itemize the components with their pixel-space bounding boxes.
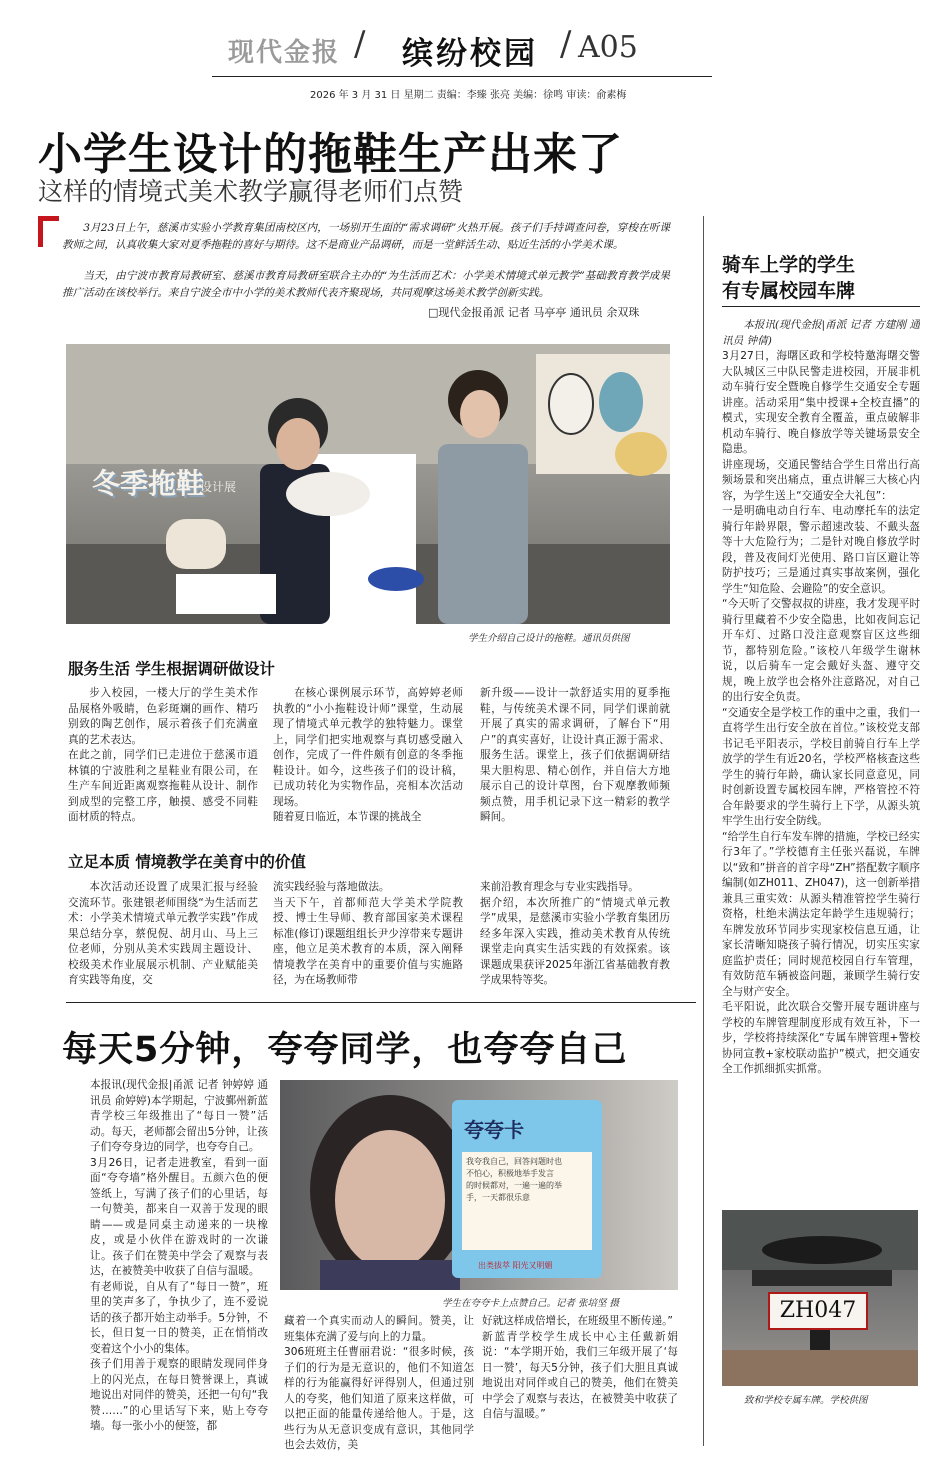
side-headline-rule (722, 306, 920, 307)
section2-column-3: 来前沿教育理念与专业实践指导。 据介绍，本次所推广的“情境式单元教学”成果，是慈溪市实验小学教育集团历经多年深入实践，推动美术教育从传统课堂走向真实生活实践的有效探索。该课题成果获评2025年浙江省基础教育教学成果特等奖。 (480, 881, 670, 986)
side-headline-line-1: 骑车上学的学生 (722, 254, 856, 276)
dateline: 2026 年 3 月 31 日 星期二 责编：李臻 张亮 美编：徐鸣 审读：俞素梅 (310, 90, 627, 101)
praise-card-title: 夸夸卡 (464, 1118, 524, 1142)
story-divider (66, 1002, 696, 1003)
card-line: 手，一天都很乐意 (466, 1193, 530, 1202)
second-story-column-1: 本报讯(现代金报|甬派 记者 钟婷婷 通讯员 俞婷婷)本学期起，宁波鄞州新蓝青学校三年级推出了“每日一赞”活动。每天，老师都会留出5分钟，让孩子们夸夸身边的同学，也夸夸自己。 3月26日，记者走进教室，看到一面面“夸夸墙”格外醒目。五颜六色的便签纸上，写满了孩子们的心里话，每一句赞美，都来自一双善于发现的眼睛——或是同桌主动递来的一块橡皮，或是小伙伴在游戏时的一次谦让。孩子们在赞美中学会了观察与表达，在被赞美中收获了自信与温暖。 有老师说，自从有了“每日一赞”，班里的笑声多了，争执少了，连不爱说话的孩子都开始主动举手。5分钟，不长，但日复一日的赞美，正在悄悄改变着这个小小的集体。 孩子们用善于观察的眼睛发现同伴身上的闪光点，在每日赞誉课上，真诚地说出对同伴的赞美，还把一句句“我赞……”的心里话写下来，贴上夸夸墙。每一张小小的便签，都 (90, 1079, 268, 1432)
section1-column-1: 步入校园，一楼大厅的学生美术作品展格外吸睛，色彩斑斓的画作、精巧别致的陶艺创作，展示着孩子们充满童真的艺术表达。 在此之前，同学们已走进位于慈溪市逍林镇的宁波胜利之星鞋业有限公司，在生产车间近距离观察拖鞋从设计、制作到成型的完整工序，触摸、感受不同鞋面材质的特点。 (68, 687, 258, 823)
praise-card-body (462, 1152, 592, 1250)
card-line: 我夸我自己，回答问题时也 (466, 1157, 562, 1166)
side-byline: 本报讯(现代金报|甬派 记者 方建刚 通讯员 钟倩) (722, 319, 920, 347)
lead-paragraph-1: 3月23日上午，慈溪市实验小学教育集团南校区内，一场别开生面的“需求调研”火热开展。孩子们手持调查问卷，穿梭在听课教师之间，认真收集大家对夏季拖鞋的喜好与期待。这不是商业产品调研，而是一堂鲜活生动、贴近生活的小学美术课。 (62, 222, 670, 251)
card-line: 的时候都对，一遍一遍的举 (466, 1181, 562, 1190)
lead-photo (66, 344, 670, 624)
side-body-text: 3月27日，海曙区政和学校特邀海曙交警大队城区三中队民警走进校园，开展非机动车骑行安全暨晚自修学生交通安全专题讲座。活动采用“集中授课+全校直播”的模式，实现安全教育全覆盖，重点破解非机动车骑行、晚自修放学等关键场景安全隐患。 讲座现场，交通民警结合学生日常出行高频场景和突出痛点，重点讲解三大核心内容，为学生送上“交通安全大礼包”： 一是明确电动自行车、电动摩托车的法定骑行年龄界限，警示超速改装、不戴头盔等十大危险行为；二是针对晚自修放学时段，普及夜间灯光使用、路口盲区避让等防护技巧；三是通过真实事故案例，强化学生“知危险、会避险”的安全意识。 “今天听了交警叔叔的讲座，我才发现平时骑行里藏着不少安全隐患，比如夜间忘记开车灯、过路口没注意观察盲区这些细节，都特别危险。”该校八年级学生谢林说，以后骑车一定会戴好头盔、遵守交规，晚上放学也会格外注意路况，对自己的出行安全负责。 “交通安全是学校工作的重中之重，我们一直将学生出行安全放在首位。”该校党支部书记毛平阳表示，学校目前骑自行车上学放学的学生有近20名，学校严格核查这些学生的骑行年龄，确认家长同意意见，同时创新设置专属校园车牌，严格管控不符合年龄要求的学生骑行上下学，从源头筑牢学生出行安全防线。 “给学生自行车发车牌的措施，学校已经实行3年了。”学校德育主任张兴磊说，车牌以“致和”拼音的首字母“ZH”搭配数字顺序编制(如ZH011、ZH047)，这一创新举措兼具三重实效：从源头精准管控学生骑行资格，杜绝未满法定年龄学生违规骑行；车牌发放环节同步实现家校信息互通，让家长清晰知晓孩子骑行情况，切实压实家庭监护责任；同时规范校园自行车管理，有效防范车辆被盗问题，兼顾学生骑行安全与财产安全。 毛平阳说，此次联合交警开展专题讲座与学校的车牌管理制度形成有效互补，下一步，学校将持续深化“专属车牌管理+警校协同宣教+家校联动监护”模式，把交通安全工作抓细抓实抓常。 (722, 350, 920, 1075)
second-story-column-2: 藏着一个真实而动人的瞬间。赞美，让班集体充满了爱与向上的力量。 306班班主任曹丽君说：“很多时候，孩子们的行为是无意识的，他们不知道怎样的行为能赢得好评得别人，但通过别人的夸奖，他们知道了原来这样做，可以把正面的能量传递给他人。于是，这些行为从无意识变成有意识，其他同学也会去效仿，美 (284, 1315, 474, 1451)
praise-card-photo (280, 1080, 678, 1290)
section1-column-2: 在核心课例展示环节，高婷婷老师执教的“小小拖鞋设计师”课堂，生动展现了情境式单元教学的独特魅力。课堂上，同学们把实地观察与真切感受融入创作，完成了一件件颇有创意的冬季拖鞋设计。如今，这些孩子们的设计稿，已成功转化为实物作品，亮相本次活动现场。 随着夏日临近，本节课的挑战全 (273, 687, 463, 823)
lead-subheadline: 这样的情境式美术教学赢得老师们点赞 (38, 177, 464, 206)
lead-photo-caption: 学生介绍自己设计的拖鞋。通讯员供图 (468, 633, 630, 644)
lead-headline: 小学生设计的拖鞋生产出来了 (38, 129, 623, 180)
praise-photo-caption: 学生在夸夸卡上点赞自己。记者 张培坚 摄 (442, 1298, 620, 1309)
column-divider (703, 216, 704, 1446)
section2-column-1: 本次活动还设置了成果汇报与经验交流环节。张建银老师围绕“为生活而艺术：小学美术情境式单元教学实践”作成果总结分享，蔡倪倪、胡月山、马上三位老师，分别从美术实践周主题设计、校级美术作业展展示机制、产业赋能美育实践等角度，交 (68, 881, 258, 986)
card-line: 不怕心，积极地举手发言 (466, 1169, 554, 1178)
section-name: 缤纷校园 (402, 36, 538, 72)
lead-paragraph-2: 当天，由宁波市教育局教研室、慈溪市教育局教研室联合主办的“为生活而艺术：小学美术情境式单元教学”基础教育教学成果推广活动在该校举行。来自宁波全市中小学的美术教师代表齐聚现场，共同观摩这场美术教学创新实践。 (62, 270, 670, 299)
photo-sign-subtext: 设计展 (200, 480, 237, 494)
praise-card-footer: 出类拔萃 阳光又明媚 (478, 1261, 553, 1270)
masthead-divider: / (560, 24, 572, 64)
license-plate-photo (722, 1210, 918, 1386)
side-story-body (722, 318, 920, 1212)
section-heading-essence: 立足本质 情境教学在美育中的价值 (68, 853, 306, 871)
second-headline: 每天5分钟，夸夸同学，也夸夸自己 (62, 1030, 628, 1070)
page-number: A05 (578, 30, 638, 65)
masthead-rule (212, 76, 712, 77)
plate-photo-caption: 致和学校专属车牌。学校供图 (744, 1395, 868, 1406)
lead-byline: □现代金报甬派 记者 马亭亭 通讯员 余双珠 (428, 306, 640, 319)
side-headline-line-2: 有专属校园车牌 (722, 280, 856, 302)
lead-corner-mark (38, 216, 59, 247)
license-plate: ZH047 (768, 1292, 868, 1330)
side-headline (722, 252, 922, 304)
section-heading-service: 服务生活 学生根据调研做设计 (68, 660, 275, 678)
section1-column-3: 新升级——设计一款舒适实用的夏季拖鞋，与传统美术课不同，同学们课前就开展了真实的需求调研，了解台下“用户”的真实喜好，让设计真正源于需求、服务生活。课堂上，孩子们依据调研结果大胆构思、精心创作，并自信大方地展示自己的设计草图，台下观摩教师频频点赞，用手机记录下这一精彩的教学瞬间。 (480, 687, 670, 823)
masthead-divider: / (354, 24, 366, 64)
photo-sign-text: 冬季拖鞋 (92, 467, 205, 500)
second-story-column-3: 好就这样成倍增长，在班级里不断传递。” 新蓝青学校学生成长中心主任戴新娟说：“本学期开始，我们三年级开展了‘每日一赞’，每天5分钟，孩子们大胆且真诚地说出对同伴或自己的赞美，他们在赞美中学会了观察与表达，在被赞美中收获了自信与温暖。” (482, 1315, 678, 1420)
section2-column-2: 流实践经验与落地做法。 当天下午，首都师范大学美术学院教授、博士生导师、教育部国家美术课程标准(修订)课题组组长尹少淳带来专题讲座，他立足美术教育的本质，深入阐释情境教学在美育中的重要价值与实施路径，为在场教师带 (273, 881, 463, 986)
paper-name: 现代金报 (228, 38, 341, 68)
praise-card (452, 1100, 602, 1278)
